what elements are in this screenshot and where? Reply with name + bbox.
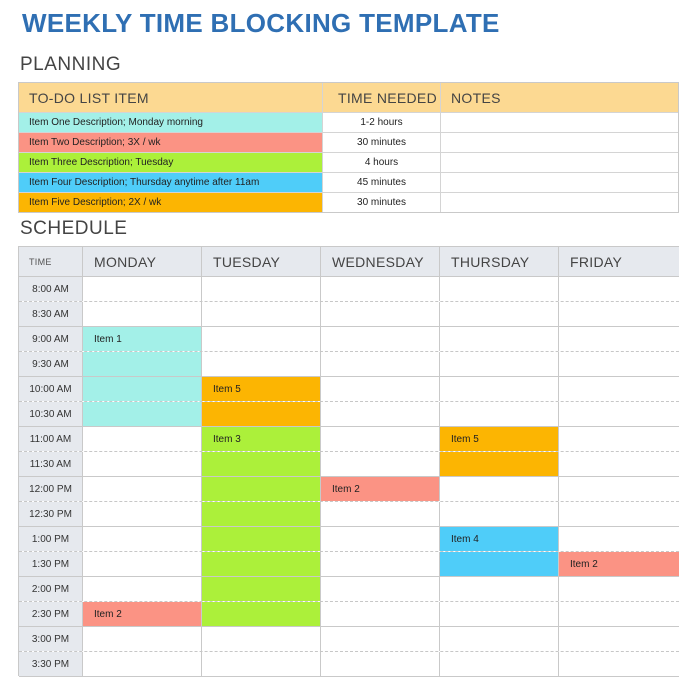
schedule-row xyxy=(19,352,679,377)
todo-item-time-needed[interactable]: 1-2 hours xyxy=(322,113,440,132)
schedule-cell[interactable] xyxy=(440,477,559,501)
schedule-row xyxy=(19,627,679,652)
schedule-row xyxy=(19,652,679,677)
header-tuesday: TUESDAY xyxy=(202,247,321,276)
schedule-cell[interactable] xyxy=(440,402,559,426)
schedule-cell[interactable] xyxy=(83,552,202,576)
time-block[interactable]: Item 5 xyxy=(202,377,321,401)
schedule-cell[interactable] xyxy=(440,277,559,301)
schedule-row xyxy=(19,277,679,302)
schedule-cell[interactable] xyxy=(559,277,679,301)
planning-row xyxy=(19,172,678,192)
schedule-row xyxy=(19,552,679,577)
header-thursday: THURSDAY xyxy=(440,247,559,276)
time-block[interactable]: Item 2 xyxy=(321,477,440,501)
schedule-cell[interactable] xyxy=(440,302,559,326)
todo-item-time-needed[interactable]: 45 minutes xyxy=(322,173,440,192)
time-slot-label: 12:00 PM xyxy=(19,477,83,501)
time-block[interactable] xyxy=(202,502,321,526)
schedule-cell[interactable] xyxy=(440,627,559,651)
time-block[interactable]: Item 4 xyxy=(440,527,559,551)
planning-row xyxy=(19,152,678,172)
time-slot-label: 10:00 AM xyxy=(19,377,83,401)
time-slot-label: 10:30 AM xyxy=(19,402,83,426)
schedule-cell[interactable] xyxy=(559,327,679,351)
schedule-cell[interactable] xyxy=(321,527,440,551)
time-slot-label: 2:30 PM xyxy=(19,602,83,626)
time-block[interactable]: Item 3 xyxy=(202,427,321,451)
time-slot-label: 11:00 AM xyxy=(19,427,83,451)
time-block[interactable]: Item 2 xyxy=(559,552,679,576)
time-block[interactable] xyxy=(202,452,321,476)
schedule-cell[interactable] xyxy=(83,277,202,301)
header-monday: MONDAY xyxy=(83,247,202,276)
todo-item-description[interactable]: Item Two Description; 3X / wk xyxy=(19,133,322,152)
time-block[interactable] xyxy=(83,377,202,401)
time-block[interactable] xyxy=(202,477,321,501)
schedule-row xyxy=(19,327,679,352)
time-slot-label: 11:30 AM xyxy=(19,452,83,476)
schedule-cell[interactable] xyxy=(83,527,202,551)
time-slot-label: 9:00 AM xyxy=(19,327,83,351)
todo-item-notes[interactable] xyxy=(440,133,678,152)
header-time: TIME xyxy=(19,247,83,276)
schedule-row xyxy=(19,577,679,602)
time-slot-label: 8:30 AM xyxy=(19,302,83,326)
time-slot-label: 3:30 PM xyxy=(19,652,83,676)
schedule-cell[interactable] xyxy=(440,502,559,526)
schedule-cell[interactable] xyxy=(321,277,440,301)
schedule-row xyxy=(19,477,679,502)
time-block[interactable] xyxy=(202,552,321,576)
schedule-cell[interactable] xyxy=(440,577,559,601)
time-block[interactable] xyxy=(83,352,202,376)
schedule-cell[interactable] xyxy=(559,602,679,626)
time-block[interactable] xyxy=(202,602,321,626)
schedule-cell[interactable] xyxy=(559,627,679,651)
schedule-cell[interactable] xyxy=(321,602,440,626)
schedule-header-row xyxy=(19,247,679,277)
schedule-cell[interactable] xyxy=(321,302,440,326)
todo-item-description[interactable]: Item Five Description; 2X / wk xyxy=(19,193,322,212)
schedule-cell[interactable] xyxy=(202,327,321,351)
planning-row xyxy=(19,192,678,212)
schedule-row xyxy=(19,377,679,402)
time-block[interactable] xyxy=(440,452,559,476)
schedule-cell[interactable] xyxy=(202,627,321,651)
schedule-cell[interactable] xyxy=(83,477,202,501)
schedule-cell[interactable] xyxy=(559,302,679,326)
time-block[interactable]: Item 2 xyxy=(83,602,202,626)
time-slot-label: 12:30 PM xyxy=(19,502,83,526)
schedule-cell[interactable] xyxy=(440,327,559,351)
schedule-cell[interactable] xyxy=(559,527,679,551)
schedule-cell[interactable] xyxy=(321,427,440,451)
schedule-cell[interactable] xyxy=(83,302,202,326)
schedule-cell[interactable] xyxy=(321,452,440,476)
time-block[interactable] xyxy=(202,577,321,601)
todo-item-description[interactable]: Item One Description; Monday morning xyxy=(19,113,322,132)
schedule-cell[interactable] xyxy=(321,327,440,351)
schedule-cell[interactable] xyxy=(202,652,321,676)
header-time-needed: TIME NEEDED xyxy=(322,83,440,112)
schedule-cell[interactable] xyxy=(321,377,440,401)
schedule-cell[interactable] xyxy=(321,502,440,526)
planning-table xyxy=(18,82,679,213)
schedule-cell[interactable] xyxy=(440,602,559,626)
schedule-cell[interactable] xyxy=(559,427,679,451)
schedule-row xyxy=(19,302,679,327)
todo-item-time-needed[interactable]: 30 minutes xyxy=(322,133,440,152)
schedule-cell[interactable] xyxy=(559,652,679,676)
todo-item-notes[interactable] xyxy=(440,113,678,132)
planning-row xyxy=(19,112,678,132)
planning-row xyxy=(19,132,678,152)
schedule-cell[interactable] xyxy=(202,277,321,301)
time-block[interactable]: Item 5 xyxy=(440,427,559,451)
schedule-cell[interactable] xyxy=(559,352,679,376)
schedule-cell[interactable] xyxy=(559,377,679,401)
time-block[interactable]: Item 1 xyxy=(83,327,202,351)
schedule-cell[interactable] xyxy=(440,652,559,676)
schedule-cell[interactable] xyxy=(321,627,440,651)
schedule-cell[interactable] xyxy=(321,402,440,426)
time-block[interactable] xyxy=(440,552,559,576)
schedule-cell[interactable] xyxy=(321,352,440,376)
schedule-row xyxy=(19,402,679,427)
schedule-cell[interactable] xyxy=(83,577,202,601)
header-todo: TO-DO LIST ITEM xyxy=(29,89,149,106)
time-slot-label: 3:00 PM xyxy=(19,627,83,651)
time-slot-label: 1:30 PM xyxy=(19,552,83,576)
time-block[interactable] xyxy=(202,402,321,426)
schedule-cell[interactable] xyxy=(83,427,202,451)
todo-item-description[interactable]: Item Three Description; Tuesday xyxy=(19,153,322,172)
schedule-cell[interactable] xyxy=(440,377,559,401)
time-slot-label: 9:30 AM xyxy=(19,352,83,376)
schedule-cell[interactable] xyxy=(559,452,679,476)
schedule-cell[interactable] xyxy=(559,402,679,426)
page-title: WEEKLY TIME BLOCKING TEMPLATE xyxy=(22,8,500,38)
planning-label: PLANNING xyxy=(20,54,122,75)
schedule-cell[interactable] xyxy=(83,502,202,526)
planning-header-row xyxy=(19,83,678,112)
schedule-cell[interactable] xyxy=(202,352,321,376)
time-slot-label: 8:00 AM xyxy=(19,277,83,301)
header-friday: FRIDAY xyxy=(570,253,623,270)
todo-item-notes[interactable] xyxy=(440,153,678,172)
schedule-cell[interactable] xyxy=(440,352,559,376)
todo-item-notes[interactable] xyxy=(440,173,678,192)
schedule-cell[interactable] xyxy=(559,577,679,601)
schedule-cell[interactable] xyxy=(559,502,679,526)
schedule-cell[interactable] xyxy=(321,652,440,676)
schedule-row xyxy=(19,502,679,527)
schedule-label: SCHEDULE xyxy=(20,218,128,239)
todo-item-time-needed[interactable]: 4 hours xyxy=(322,153,440,172)
schedule-cell[interactable] xyxy=(559,477,679,501)
schedule-cell[interactable] xyxy=(321,552,440,576)
todo-item-time-needed[interactable]: 30 minutes xyxy=(322,193,440,212)
schedule-cell[interactable] xyxy=(321,577,440,601)
schedule-row xyxy=(19,427,679,452)
header-wednesday: WEDNESDAY xyxy=(321,247,440,276)
schedule-row xyxy=(19,602,679,627)
time-block[interactable] xyxy=(202,527,321,551)
time-slot-label: 2:00 PM xyxy=(19,577,83,601)
time-block[interactable] xyxy=(83,402,202,426)
schedule-cell[interactable] xyxy=(83,627,202,651)
time-slot-label: 1:00 PM xyxy=(19,527,83,551)
schedule-cell[interactable] xyxy=(202,302,321,326)
todo-item-description[interactable]: Item Four Description; Thursday anytime after 11am xyxy=(19,173,322,192)
schedule-cell[interactable] xyxy=(83,652,202,676)
todo-item-notes[interactable] xyxy=(440,193,678,212)
schedule-grid xyxy=(18,246,679,676)
schedule-row xyxy=(19,527,679,552)
schedule-cell[interactable] xyxy=(83,452,202,476)
header-notes: NOTES xyxy=(440,83,678,112)
schedule-row xyxy=(19,452,679,477)
